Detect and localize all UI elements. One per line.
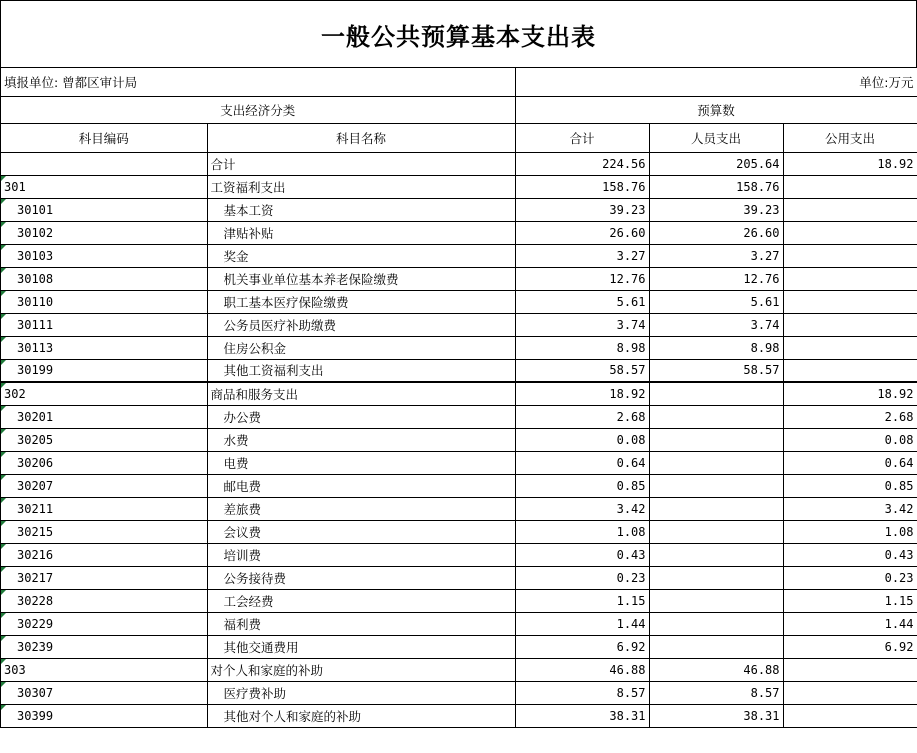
public-cell[interactable]: 0.23 xyxy=(783,566,917,589)
personnel-cell[interactable]: 12.76 xyxy=(649,267,783,290)
public-cell[interactable] xyxy=(783,313,917,336)
total-cell[interactable]: 158.76 xyxy=(515,175,649,198)
total-cell[interactable]: 5.61 xyxy=(515,290,649,313)
personnel-cell[interactable] xyxy=(649,497,783,520)
total-cell[interactable]: 39.23 xyxy=(515,198,649,221)
table-row xyxy=(1,704,917,727)
unit-cell[interactable]: 单位:万元 xyxy=(515,68,917,96)
subject-code-cell[interactable]: 302 xyxy=(1,382,207,405)
table-row xyxy=(1,520,917,543)
personnel-cell[interactable] xyxy=(649,566,783,589)
subject-name-cell[interactable]: 合计 xyxy=(207,152,515,175)
info-row xyxy=(1,68,917,96)
table-row xyxy=(1,290,917,313)
total-cell[interactable]: 3.27 xyxy=(515,244,649,267)
personnel-cell[interactable]: 3.74 xyxy=(649,313,783,336)
subject-code-cell[interactable]: 30217 xyxy=(1,566,207,589)
subject-code-cell[interactable]: 30399 xyxy=(1,704,207,727)
table-row xyxy=(1,658,917,681)
total-cell[interactable]: 0.85 xyxy=(515,474,649,497)
subject-code-cell[interactable]: 30108 xyxy=(1,267,207,290)
subject-code-cell[interactable]: 30216 xyxy=(1,543,207,566)
personnel-cell[interactable] xyxy=(649,612,783,635)
subject-name-cell[interactable]: 工会经费 xyxy=(207,589,515,612)
subject-name-cell[interactable]: 职工基本医疗保险缴费 xyxy=(207,290,515,313)
table-row xyxy=(1,543,917,566)
subject-code-cell[interactable]: 30110 xyxy=(1,290,207,313)
total-cell[interactable]: 1.44 xyxy=(515,612,649,635)
public-cell[interactable] xyxy=(783,221,917,244)
total-cell[interactable]: 12.76 xyxy=(515,267,649,290)
subject-name-cell[interactable]: 奖金 xyxy=(207,244,515,267)
table-row xyxy=(1,313,917,336)
subject-code-cell[interactable]: 30113 xyxy=(1,336,207,359)
total-cell[interactable]: 38.31 xyxy=(515,704,649,727)
total-cell[interactable]: 58.57 xyxy=(515,359,649,382)
public-cell[interactable]: 0.43 xyxy=(783,543,917,566)
public-cell[interactable] xyxy=(783,704,917,727)
public-cell[interactable] xyxy=(783,175,917,198)
total-cell[interactable]: 1.08 xyxy=(515,520,649,543)
subject-name-cell[interactable]: 医疗费补助 xyxy=(207,681,515,704)
personnel-cell[interactable] xyxy=(649,520,783,543)
header-personnel[interactable]: 人员支出 xyxy=(649,123,783,152)
subject-code-cell[interactable]: 30228 xyxy=(1,589,207,612)
subject-name-cell[interactable]: 其他工资福利支出 xyxy=(207,359,515,382)
personnel-cell[interactable]: 8.57 xyxy=(649,681,783,704)
personnel-cell[interactable]: 26.60 xyxy=(649,221,783,244)
total-cell[interactable]: 2.68 xyxy=(515,405,649,428)
header-row-columns xyxy=(1,123,917,152)
subject-name-cell[interactable]: 会议费 xyxy=(207,520,515,543)
personnel-cell[interactable]: 205.64 xyxy=(649,152,783,175)
public-cell[interactable]: 0.08 xyxy=(783,428,917,451)
table-row xyxy=(1,336,917,359)
table-row xyxy=(1,152,917,175)
table-row xyxy=(1,175,917,198)
table-row xyxy=(1,428,917,451)
table-row xyxy=(1,589,917,612)
public-cell[interactable]: 3.42 xyxy=(783,497,917,520)
subject-code-cell[interactable]: 30205 xyxy=(1,428,207,451)
total-cell[interactable]: 26.60 xyxy=(515,221,649,244)
table-row xyxy=(1,221,917,244)
public-cell[interactable] xyxy=(783,198,917,221)
total-cell[interactable]: 3.42 xyxy=(515,497,649,520)
subject-code-cell[interactable]: 30206 xyxy=(1,451,207,474)
subject-code-cell[interactable]: 30307 xyxy=(1,681,207,704)
subject-name-cell[interactable]: 津贴补贴 xyxy=(207,221,515,244)
table-row xyxy=(1,474,917,497)
table-row xyxy=(1,497,917,520)
public-cell[interactable]: 0.64 xyxy=(783,451,917,474)
table-row xyxy=(1,405,917,428)
expenditure-table xyxy=(1,68,917,728)
public-cell[interactable]: 1.08 xyxy=(783,520,917,543)
subject-code-cell[interactable]: 301 xyxy=(1,175,207,198)
header-subject-name[interactable]: 科目名称 xyxy=(207,123,515,152)
personnel-cell[interactable]: 5.61 xyxy=(649,290,783,313)
subject-code-cell[interactable]: 30199 xyxy=(1,359,207,382)
public-cell[interactable]: 18.92 xyxy=(783,382,917,405)
personnel-cell[interactable]: 46.88 xyxy=(649,658,783,681)
total-cell[interactable]: 46.88 xyxy=(515,658,649,681)
subject-code-cell[interactable]: 30102 xyxy=(1,221,207,244)
public-cell[interactable]: 2.68 xyxy=(783,405,917,428)
header-row-group xyxy=(1,96,917,123)
header-total[interactable]: 合计 xyxy=(515,123,649,152)
subject-code-cell[interactable]: 30103 xyxy=(1,244,207,267)
subject-name-cell[interactable]: 其他交通费用 xyxy=(207,635,515,658)
header-budget-amount[interactable]: 预算数 xyxy=(515,96,917,123)
table-row xyxy=(1,244,917,267)
personnel-cell[interactable]: 8.98 xyxy=(649,336,783,359)
subject-code-cell[interactable]: 30215 xyxy=(1,520,207,543)
public-cell[interactable] xyxy=(783,681,917,704)
total-cell[interactable]: 18.92 xyxy=(515,382,649,405)
public-cell[interactable]: 6.92 xyxy=(783,635,917,658)
public-cell[interactable] xyxy=(783,290,917,313)
public-cell[interactable] xyxy=(783,336,917,359)
subject-code-cell[interactable]: 30201 xyxy=(1,405,207,428)
subject-name-cell[interactable]: 差旅费 xyxy=(207,497,515,520)
personnel-cell[interactable] xyxy=(649,589,783,612)
subject-name-cell[interactable]: 对个人和家庭的补助 xyxy=(207,658,515,681)
subject-code-cell[interactable]: 303 xyxy=(1,658,207,681)
personnel-cell[interactable]: 58.57 xyxy=(649,359,783,382)
personnel-cell[interactable] xyxy=(649,635,783,658)
public-cell[interactable] xyxy=(783,267,917,290)
total-cell[interactable]: 3.74 xyxy=(515,313,649,336)
total-cell[interactable]: 6.92 xyxy=(515,635,649,658)
total-cell[interactable]: 224.56 xyxy=(515,152,649,175)
personnel-cell[interactable]: 3.27 xyxy=(649,244,783,267)
total-cell[interactable]: 0.08 xyxy=(515,428,649,451)
total-cell[interactable]: 1.15 xyxy=(515,589,649,612)
personnel-cell[interactable] xyxy=(649,382,783,405)
subject-name-cell[interactable]: 电费 xyxy=(207,451,515,474)
subject-name-cell[interactable]: 福利费 xyxy=(207,612,515,635)
total-cell[interactable]: 8.98 xyxy=(515,336,649,359)
subject-name-cell[interactable]: 工资福利支出 xyxy=(207,175,515,198)
title-cell[interactable] xyxy=(1,0,917,68)
header-subject-code[interactable]: 科目编码 xyxy=(1,123,207,152)
subject-name-cell[interactable]: 水费 xyxy=(207,428,515,451)
subject-name-cell[interactable]: 住房公积金 xyxy=(207,336,515,359)
personnel-cell[interactable] xyxy=(649,428,783,451)
public-cell[interactable]: 18.92 xyxy=(783,152,917,175)
personnel-cell[interactable] xyxy=(649,474,783,497)
table-row xyxy=(1,681,917,704)
table-row xyxy=(1,566,917,589)
total-cell[interactable]: 0.64 xyxy=(515,451,649,474)
public-cell[interactable]: 0.85 xyxy=(783,474,917,497)
public-cell[interactable]: 1.44 xyxy=(783,612,917,635)
personnel-cell[interactable]: 38.31 xyxy=(649,704,783,727)
personnel-cell[interactable] xyxy=(649,543,783,566)
subject-name-cell[interactable]: 培训费 xyxy=(207,543,515,566)
subject-code-cell[interactable]: 30229 xyxy=(1,612,207,635)
public-cell[interactable] xyxy=(783,359,917,382)
public-cell[interactable] xyxy=(783,244,917,267)
subject-code-cell[interactable]: 30111 xyxy=(1,313,207,336)
table-row xyxy=(1,451,917,474)
subject-name-cell[interactable]: 公务接待费 xyxy=(207,566,515,589)
total-cell[interactable]: 0.43 xyxy=(515,543,649,566)
subject-code-cell[interactable]: 30101 xyxy=(1,198,207,221)
table-row xyxy=(1,267,917,290)
personnel-cell[interactable] xyxy=(649,405,783,428)
reporting-unit-cell[interactable]: 填报单位: 曾都区审计局 xyxy=(1,68,515,96)
personnel-cell[interactable] xyxy=(649,451,783,474)
public-cell[interactable]: 1.15 xyxy=(783,589,917,612)
table-row xyxy=(1,359,917,382)
table-row xyxy=(1,635,917,658)
subject-name-cell[interactable]: 机关事业单位基本养老保险缴费 xyxy=(207,267,515,290)
table-row xyxy=(1,612,917,635)
header-public[interactable]: 公用支出 xyxy=(783,123,917,152)
total-cell[interactable]: 8.57 xyxy=(515,681,649,704)
subject-code-cell[interactable]: 30211 xyxy=(1,497,207,520)
table-row xyxy=(1,382,917,405)
subject-code-cell[interactable]: 30207 xyxy=(1,474,207,497)
subject-name-cell[interactable]: 邮电费 xyxy=(207,474,515,497)
table-row xyxy=(1,198,917,221)
header-economic-classification[interactable]: 支出经济分类 xyxy=(1,96,515,123)
subject-name-cell[interactable]: 公务员医疗补助缴费 xyxy=(207,313,515,336)
subject-name-cell[interactable]: 商品和服务支出 xyxy=(207,382,515,405)
public-cell[interactable] xyxy=(783,658,917,681)
subject-code-cell[interactable]: 30239 xyxy=(1,635,207,658)
personnel-cell[interactable]: 158.76 xyxy=(649,175,783,198)
subject-name-cell[interactable]: 其他对个人和家庭的补助 xyxy=(207,704,515,727)
subject-name-cell[interactable]: 基本工资 xyxy=(207,198,515,221)
personnel-cell[interactable]: 39.23 xyxy=(649,198,783,221)
subject-code-cell[interactable] xyxy=(1,152,207,175)
page-title: 一般公共预算基本支出表 xyxy=(321,21,596,51)
total-cell[interactable]: 0.23 xyxy=(515,566,649,589)
subject-name-cell[interactable]: 办公费 xyxy=(207,405,515,428)
